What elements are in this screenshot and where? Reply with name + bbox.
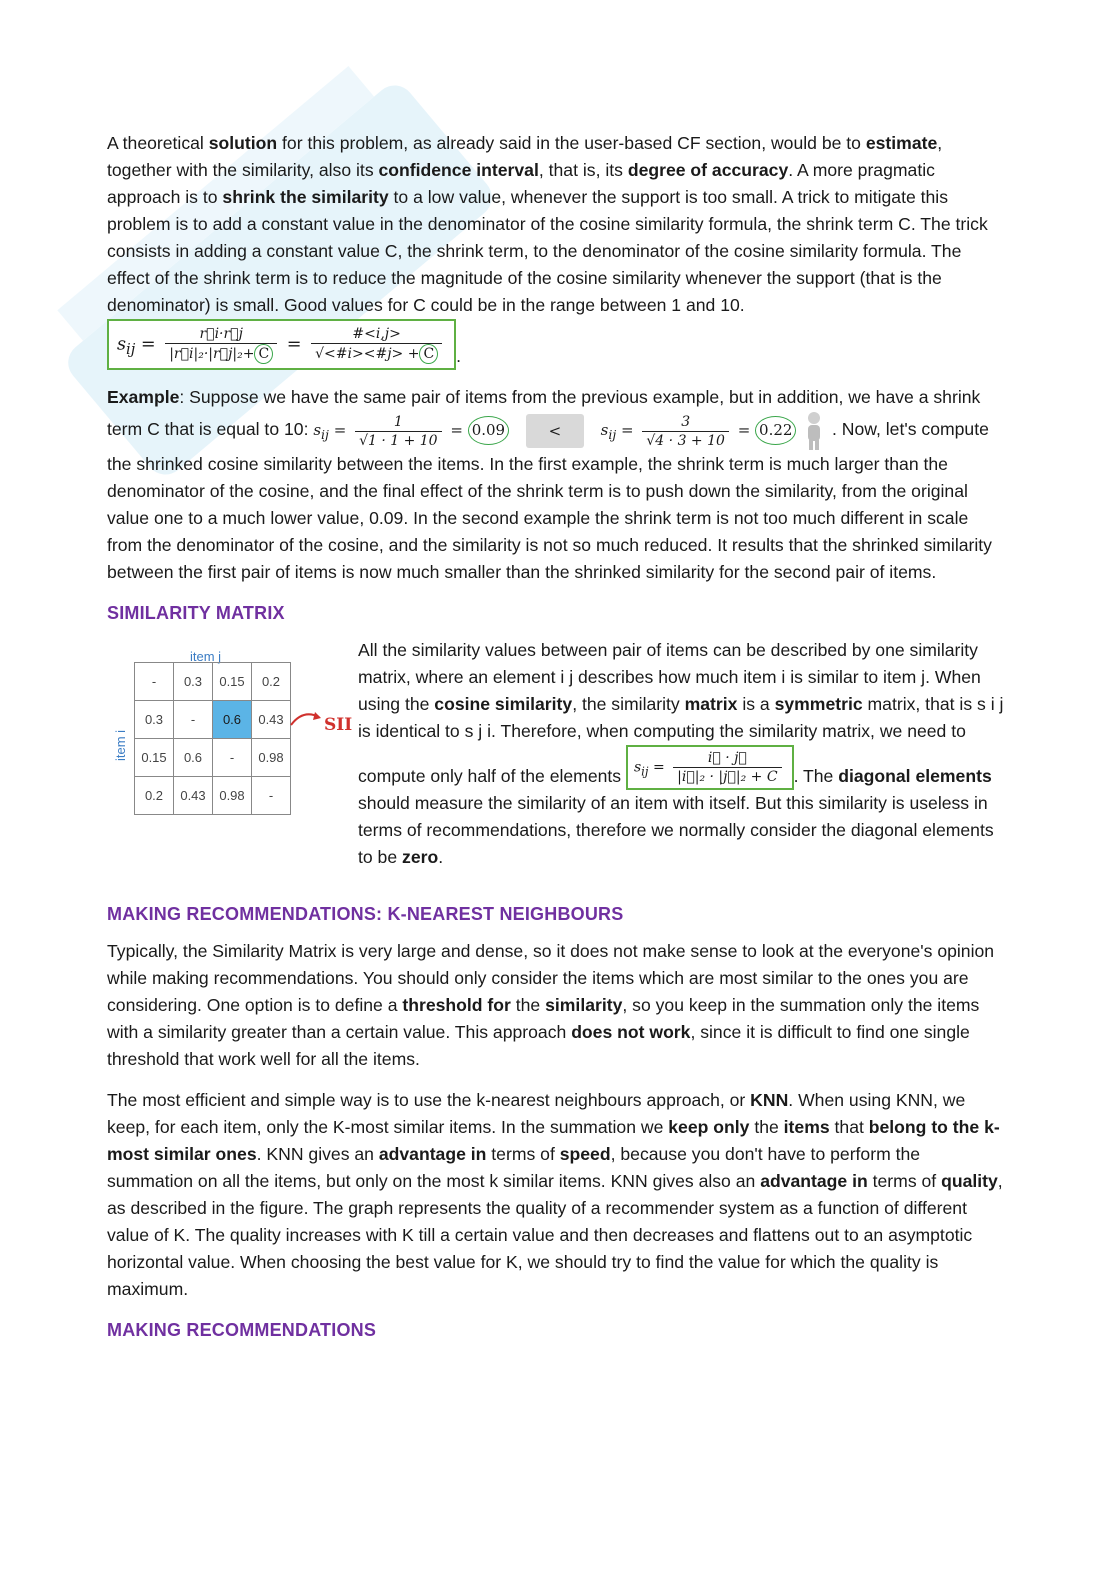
example-formulas: $s_{ij}$ = $\frac{1}{√1 \cdot 1 + 10}$ = $0.09 < s_{ij}$ = $\frac{3}{√4 \cdot 3 + 10}$ = 0.22 (313, 421, 832, 439)
paragraph-knn-approach: The most efficient and simple way is to use the k-nearest neighbours approach, or KNN. When using KNN, we keep, for each item, only the K-most similar items. In the summation we keep only the items that belong to the k-most similar ones. KNN gives an advantage in terms of speed, because you don't have to perform the summation on all the items, but only on the most k similar items. KNN gives also an advantage in terms of quality, as described in the figure. The graph represents the quality of a recommender system as a function of different value of K. The quality increases with K till a certain value and then decreases and flattens out to an asymptotic horizontal value. When choosing the best value for K, we should try to find the value for which the quality is maximum. (107, 1090, 1003, 1299)
heading-making-recommendations: MAKING RECOMMENDATIONS (107, 1320, 377, 1340)
heading-similarity-matrix: SIMILARITY MATRIX (107, 603, 285, 623)
shrink-term-circle: C (254, 344, 273, 364)
highlighted-cell: 0.6 (213, 701, 252, 739)
similarity-matrix-text: All the similarity values between pair of items can be described by one similarity matrix, where an element i j describes how much item i is similar to item j. When using the cosine similarity, the similarity matrix is a symmetric matrix, that is s i j is identical to s j i. Therefore, when computing the similarity matrix, we need to compute only half of the elements $s_{ij}$ = $\frac{i⃗ \cdot j⃗}{\text{|i⃗|₂ · |j⃗|₂ + C}}$ . The diagonal elements should measure the similarity of an item with itself. But this similarity is useless in terms of recommendations, therefore we normally consider the diagonal elements to be zero. (358, 640, 1004, 867)
shrink-term-circle: C (419, 344, 438, 364)
item-i-label: item i (113, 729, 129, 762)
formula1-fraction-a: $\frac{r⃗i\cdot r⃗j}{\text{|r⃗i|₂·|r⃗j|₂+ C}}$ (165, 325, 277, 364)
thinking-figure-icon (801, 411, 827, 451)
heading-knn: MAKING RECOMMENDATIONS: K-NEAREST NEIGHBOURS (107, 904, 624, 924)
item-j-label: item j (190, 649, 222, 664)
matrix-row: 0.15 0.6 - 0.98 (135, 739, 291, 777)
similarity-matrix-table (134, 662, 291, 815)
example-label: Example (107, 387, 180, 407)
document-page (107, 130, 1007, 1354)
compare-sign: < (526, 414, 584, 448)
similarity-matrix-section (107, 637, 1007, 867)
cosine-formula-box: $s_{ij}$ = $\frac{i⃗ \cdot j⃗}{\text{|i⃗|₂ · |j⃗|₂ + C}}$ (626, 745, 794, 790)
formula1-fraction-b: $\frac{\#<i,j>}{√<\#i><\#j> + C}$ (311, 325, 442, 364)
matrix-row: - 0.3 0.15 0.2 (135, 663, 291, 701)
result-circle-1: 0.09 (468, 416, 509, 445)
shrink-formula-box: $s_{ij}$ = $\frac{r⃗i\cdot r⃗j}{\text{|r⃗i|₂·|r⃗j|₂+ C}}$ = $\frac{\#<i,j>}{√<\#i><\#j> + C}$ (107, 319, 456, 370)
s-ii-label: SII (324, 715, 353, 735)
similarity-matrix-figure (107, 637, 357, 822)
paragraph-shrink: A theoretical solution for this problem, as already said in the user-based CF section, would be to estimate, together with the similarity, also its confidence interval, that is, its degree of accuracy. A more pragmatic approach is to shrink the similarity to a low value, whenever the support is too small. A trick to mitigate this problem is to add a constant value in the denominator of the cosine similarity formula, the shrink term C. The trick consists in adding a constant value C, the shrink term, to the denominator of the cosine similarity formula. The effect of the shrink term is to reduce the magnitude of the cosine similarity whenever the support (that is the denominator) is small. Good values for C could be in the range between 1 and 10. $s_{ij}$ = $\frac{r⃗i\cdot r⃗j}{\text{|r⃗i|₂·|r⃗j|₂+ C}}$ = $\frac{\#<i,j>}{√<\#i><\#j> + C}$ . (107, 130, 1007, 370)
paragraph-example: Example: Suppose we have the same pair of items from the previous example, but in addition, we have a shrink term C that is equal to 10: $s_{ij}$ = $\frac{1}{√1 \cdot 1 + 10}$ = $0.09 < s_{ij}$ = $\frac{3}{√4 \cdot 3 + 10}$ = 0.22 . Now, let's compute the shrinked cosine similarity between the items. In the first example, the shrink term is much larger than the denominator of the cosine, and the final effect of the shrink term is to push down the similarity, from the original value one to a much lower value, 0.09. In the second example the shrink term is not too much different in scale from the denominator of the cosine, and the similarity is not so much reduced. It results that the shrinked similarity between the first pair of items is now much smaller than the shrinked similarity for the second pair of items. (107, 387, 992, 582)
paragraph-knn-threshold: Typically, the Similarity Matrix is very large and dense, so it does not make sense to look at the everyone's opinion while making recommendations. You should only consider the items which are most similar to the ones you are considering. One option is to define a threshold for the similarity, so you keep in the summation only the items with a similarity greater than a certain value. This approach does not work, since it is difficult to find one single threshold that work well for all the items. (107, 941, 995, 1069)
matrix-row: 0.3 - 0.6 0.43 (135, 701, 291, 739)
curved-arrow-icon (287, 707, 327, 731)
result-circle-2: 0.22 (755, 416, 796, 445)
matrix-row: 0.2 0.43 0.98 - (135, 777, 291, 815)
